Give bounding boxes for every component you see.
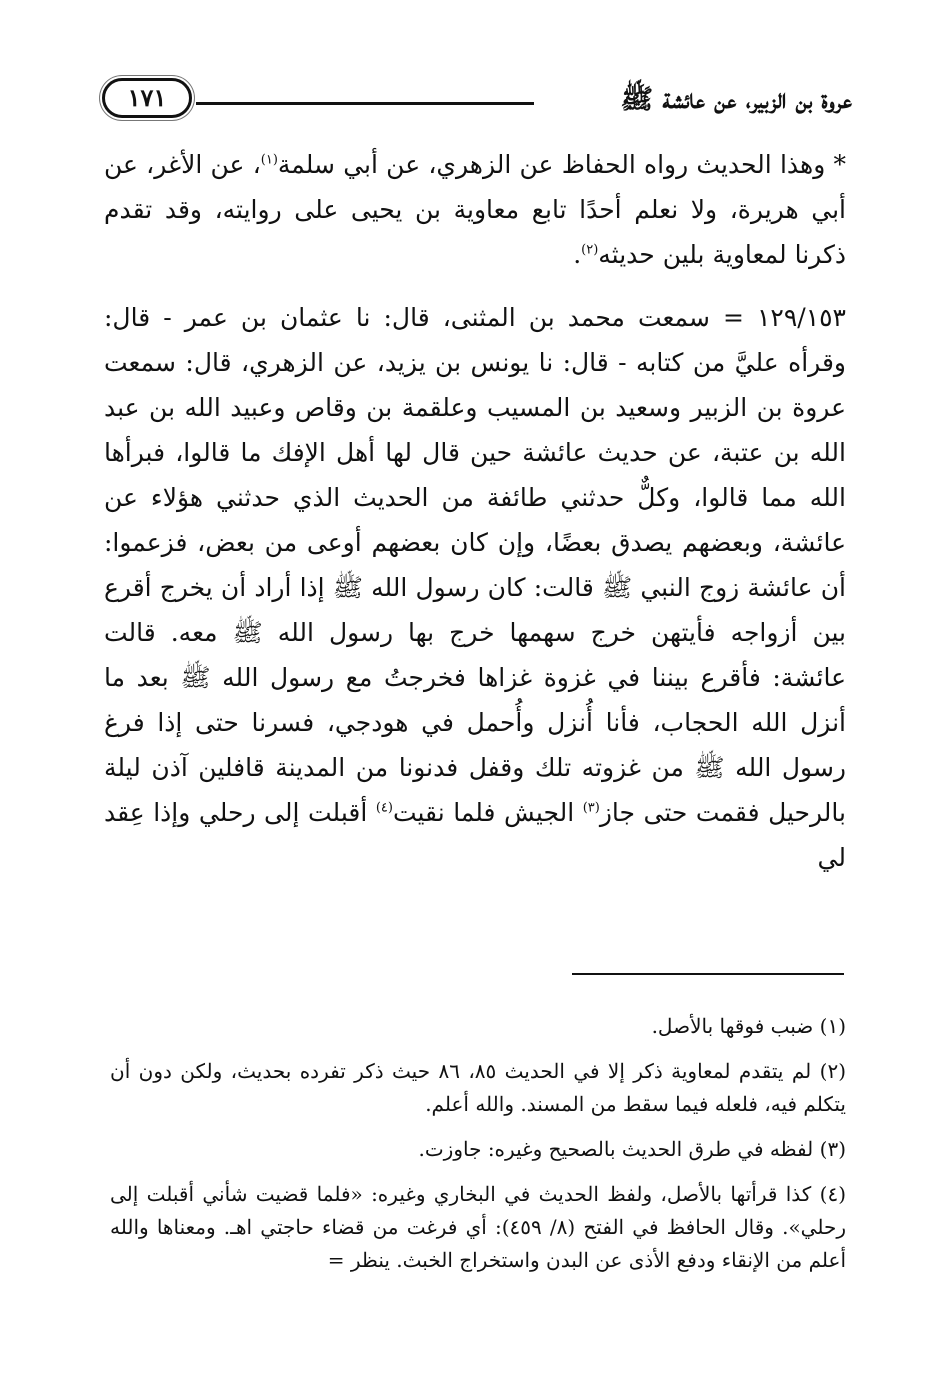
footnotes bbox=[110, 1010, 846, 1289]
page-number-badge: ١٧١ bbox=[102, 78, 192, 118]
footnote-2: (٢) لم يتقدم لمعاوية ذكر إلا في الحديث ٨٥، ٨٦ حيث ذكر تفرده بحديث، ولكن دون أن يتكلم فيه، فلعله فيما سقط من المسند. والله أعلم. bbox=[110, 1059, 847, 1116]
paragraph-text: الجيش فلما نقيت bbox=[392, 798, 583, 827]
paragraph-text: * وهذا الحديث رواه الحفاظ عن الزهري، عن أبي سلمة bbox=[277, 150, 846, 179]
running-header bbox=[96, 78, 852, 126]
paragraph-text: . bbox=[573, 240, 582, 269]
footnote-ref: (١) bbox=[260, 152, 278, 168]
footnote-ref: (٤) bbox=[375, 800, 393, 816]
footnote-ref: (٢) bbox=[581, 242, 599, 258]
paragraph-1 bbox=[104, 142, 846, 277]
footnote-ref: (٣) bbox=[582, 800, 600, 816]
paragraph-2 bbox=[104, 295, 846, 880]
paragraph-text: أقبلت إلى رحلي وإذا عِقد لي bbox=[104, 798, 846, 872]
footnote-3: (٣) لفظه في طرق الحديث بالصحيح وغيره: جاوزت. bbox=[418, 1137, 846, 1161]
header-title: عروة بن الزبير، عن عائشة ﷺ bbox=[620, 84, 852, 115]
footnote-separator bbox=[572, 973, 844, 975]
header-rule bbox=[196, 102, 534, 105]
footnote-1: (١) ضبب فوقها بالأصل. bbox=[651, 1014, 846, 1038]
main-text bbox=[104, 142, 846, 880]
paragraph-text: ، عن الأغر، عن أبي هريرة، ولا نعلم أحدًا تابع معاوية بن يحيى على روايته، وقد تقدم ذكرنا لمعاوية بلين حديثه bbox=[104, 150, 846, 269]
footnote-4: (٤) كذا قرأتها بالأصل، ولفظ الحديث في البخاري وغيره: «فلما قضيت شأني أقبلت إلى رحلي». وقال الحافظ في الفتح (٨/ ٤٥٩): أي فرغت من قضاء حاجتي اهـ. ومعناها والله أعلم من الإنقاء ودفع الأذى عن البدن واستخراج الخبث. ينظر = bbox=[110, 1182, 846, 1272]
paragraph-text: ١٢٩/١٥٣ = سمعت محمد بن المثنى، قال: نا عثمان بن عمر - قال: وقرأه عليَّ من كتابه - قال: نا يونس بن يزيد، عن الزهري، قال: سمعت عروة بن الزبير وسعيد بن المسيب وعلقمة بن وقاص وعبيد الله بن عبد الله بن عتبة، عن حديث عائشة حين قال لها أهل الإفك ما قالوا، فبرأها الله مما قالوا، وكلٌّ حدثني طائفة من الحديث الذي حدثني هؤلاء عن عائشة، وبعضهم يصدق بعضًا، وإن كان بعضهم أوعى من بعض، فزعموا: أن عائشة زوج النبي ﷺ قالت: كان رسول الله ﷺ إذا أراد أن يخرج أقرع بين أزواجه فأيتهن خرج سهمها خرج بها رسول الله ﷺ معه. قالت عائشة: فأقرع بيننا في غزوة غزاها فخرجتُ مع رسول الله ﷺ بعد ما أنزل الله الحجاب، فأنا أُنزل وأُحمل في هودجي، فسرنا حتى إذا فرغ رسول الله ﷺ من غزوته تلك وقفل فدنونا من المدينة قافلين آذن ليلة بالرحيل فقمت حتى جاز bbox=[104, 303, 846, 827]
